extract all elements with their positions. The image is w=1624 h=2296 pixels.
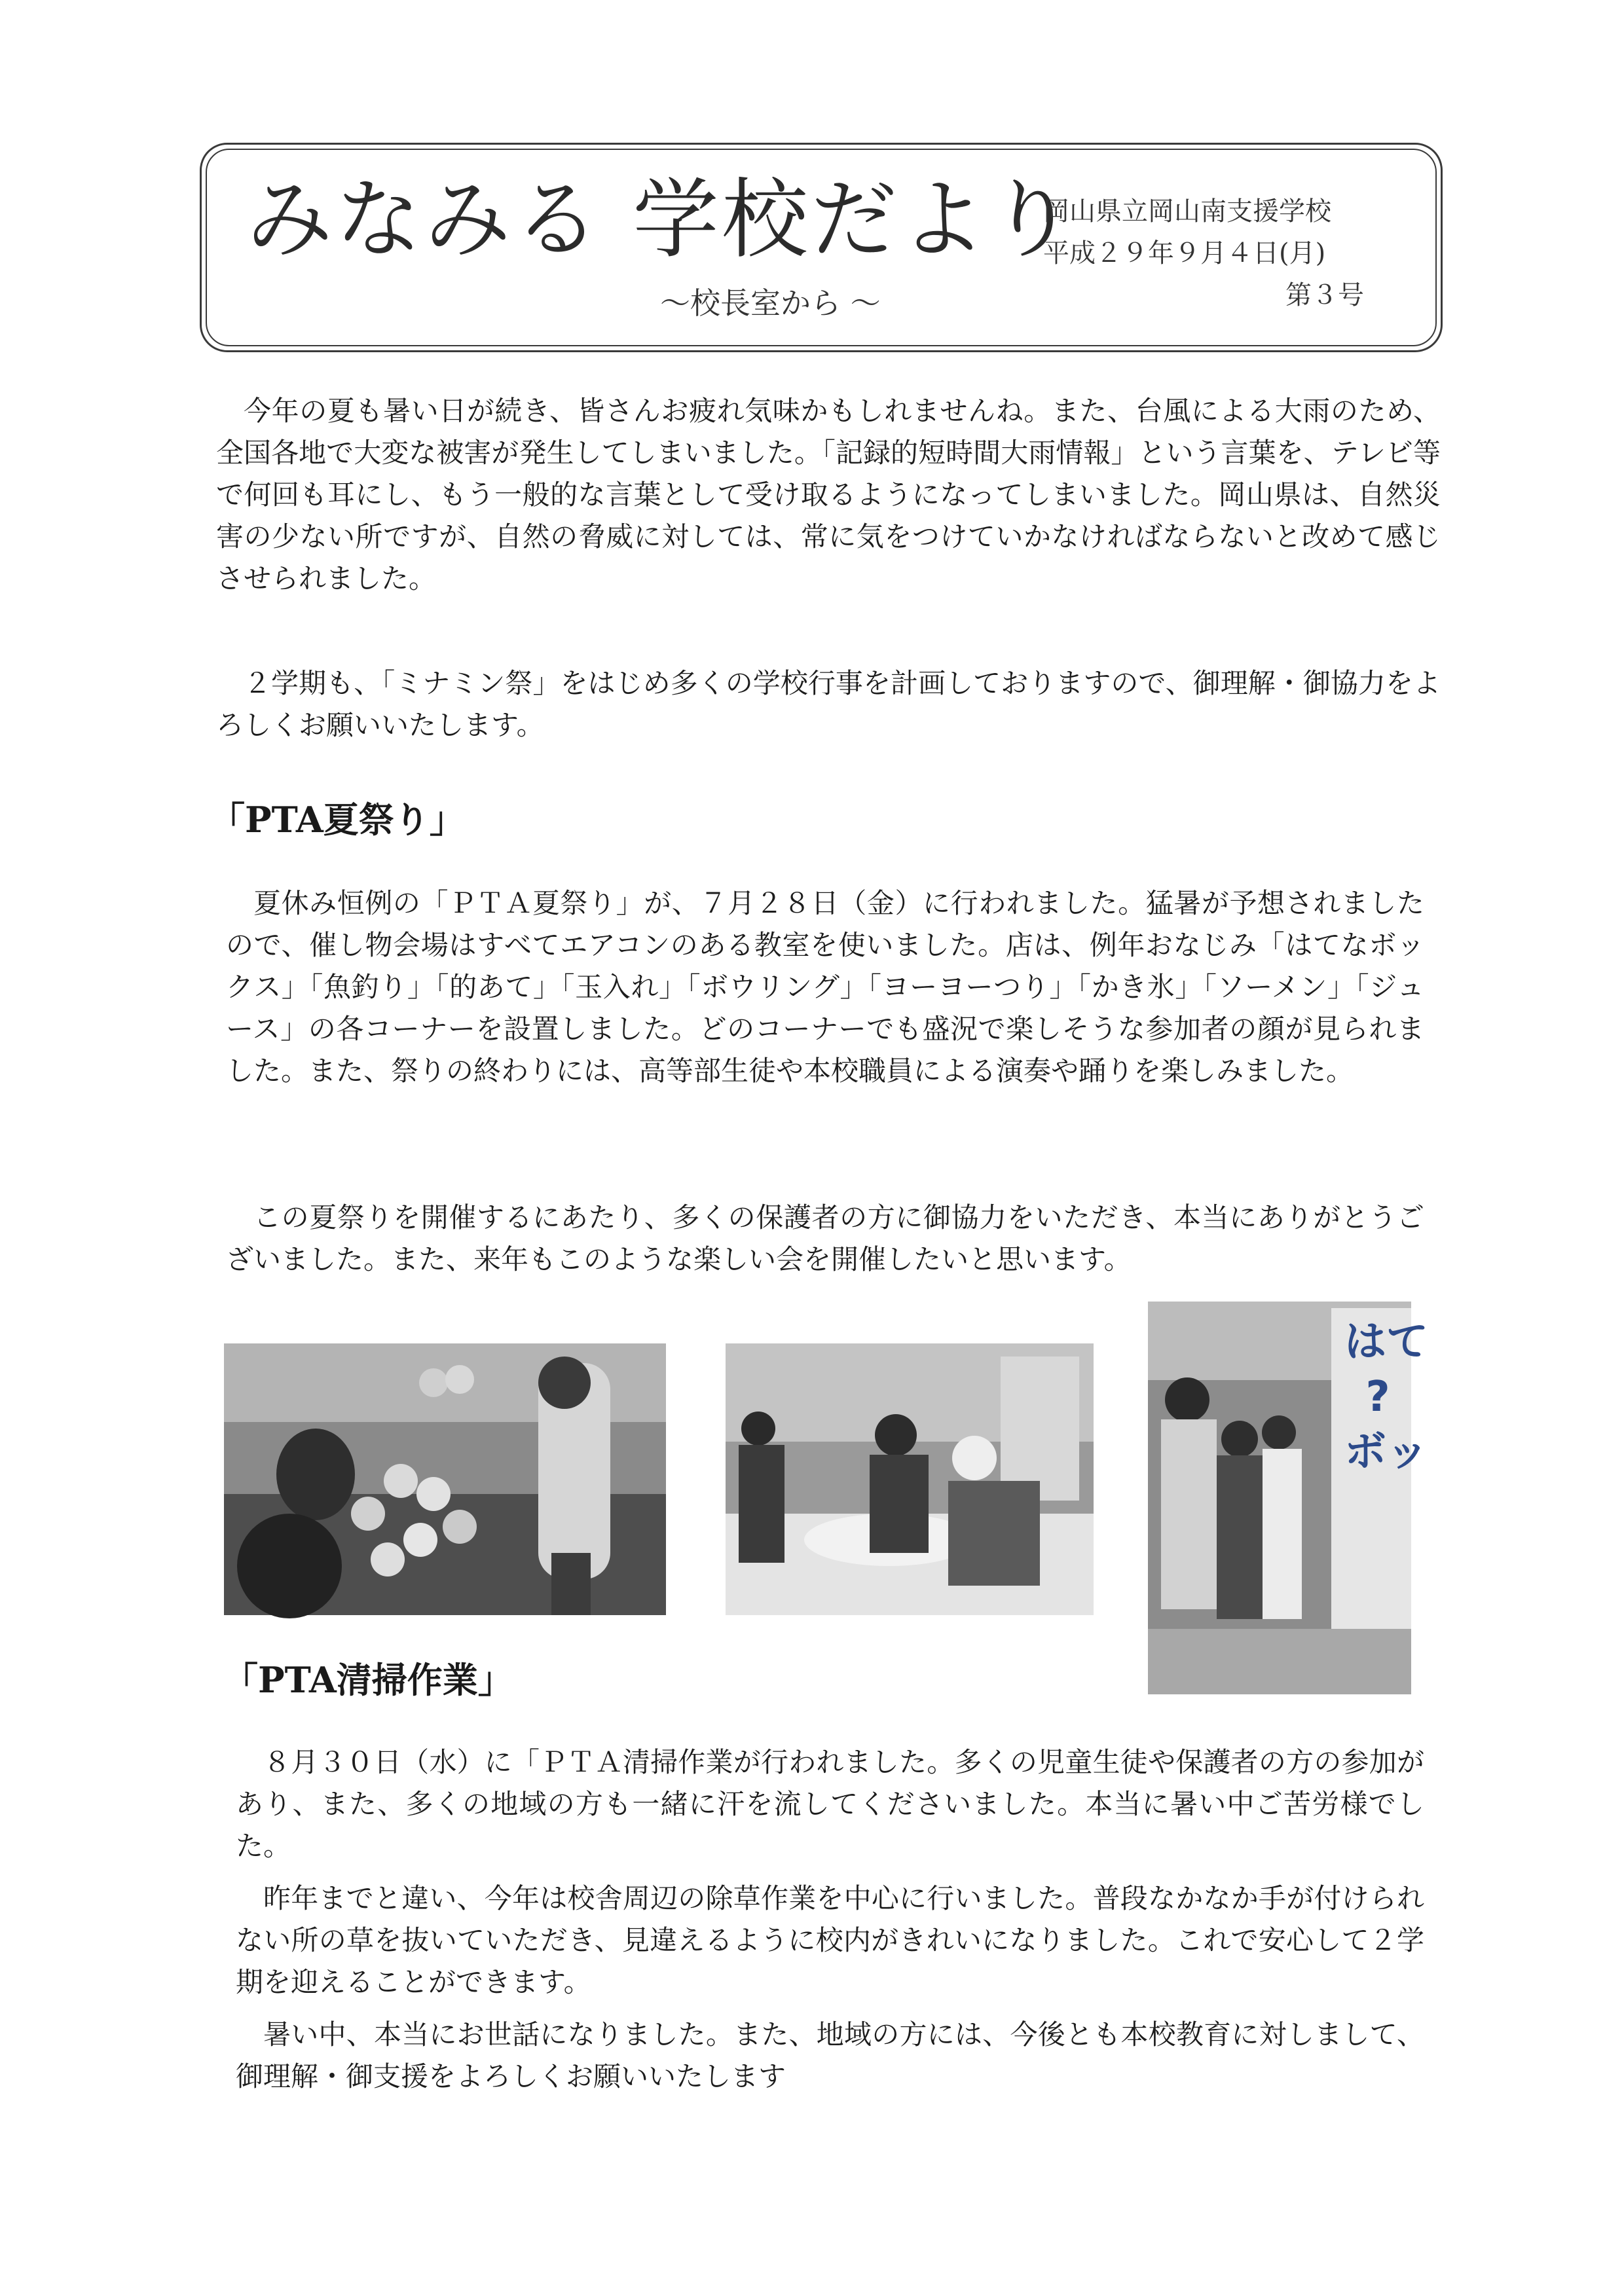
cleanup-paragraph-1: ８月３０日（水）に「ＰＴＡ清掃作業が行われました。多くの児童生徒や保護者の方の参加があり、また、多くの地域の方も一緒に汗を流してくださいました。本当に暑い中ご苦労様でした。 xyxy=(236,1746,1424,1862)
cleanup-paragraph-2: 昨年までと違い、今年は校舎周辺の除草作業を中心に行いました。普段なかなか手が付けられない所の草を抜いていただき、見違えるように校内がきれいになりました。これで安心して２学期を迎えることができます。 xyxy=(236,1882,1424,1998)
photo-sign-text: はて ? ボッ xyxy=(1344,1318,1428,1476)
photo-festival-mystery-box xyxy=(1148,1302,1428,1694)
intro-paragraph-1: 今年の夏も暑い日が続き、皆さんお疲れ気味かもしれませんね。また、台風による大雨のため、全国各地で大変な被害が発生してしまいました。「記録的短時間大雨情報」という言葉を、テレビ等で何回も耳にし、もう一般的な言葉として受け取るようになってしまいました。岡山県は、自然災害の少ない所ですが、自然の脅威に対しては、常に気をつけていかなければならないと改めて感じさせられました。 xyxy=(216,395,1441,594)
photo-festival-ball-game xyxy=(224,1343,666,1615)
issue-info xyxy=(1043,191,1423,316)
intro-paragraph-2: ２学期も、「ミナミン祭」をはじめ多くの学校行事を計画しておりますので、御理解・御協力をよろしくお願いいたします。 xyxy=(216,667,1441,741)
issue-date: 平成２９年９月４日(月) xyxy=(1043,238,1326,268)
cleanup-paragraph-3: 暑い中、本当にお世話になりました。また、地域の方には、今後とも本校教育に対しまして、御理解・御支援をよろしくお願いいたします xyxy=(236,2018,1424,2092)
school-name: 岡山県立岡山南支援学校 xyxy=(1043,196,1331,227)
section-heading-cleanup: 「PTA清掃作業」 xyxy=(223,1659,513,1701)
newsletter-title: みなみる 学校だより xyxy=(246,170,1078,270)
photo-festival-food-corner xyxy=(726,1343,1094,1615)
newsletter-subtitle: 〜校長室から 〜 xyxy=(660,285,881,321)
summer-festival-paragraph-1: 夏休み恒例の「ＰＴＡ夏祭り」が、７月２８日（金）に行われました。猛暑が予想されましたので、催し物会場はすべてエアコンのある教室を使いました。店は、例年おなじみ「はてなボックス」「魚釣り」「的あて」「玉入れ」「ボウリング」「ヨーヨーつり」「かき氷」「ソーメン」「ジュース」の各コーナーを設置しました。どのコーナーでも盛況で楽しそうな参加者の顔が見られました。また、祭りの終わりには、高等部生徒や本校職員による演奏や踊りを楽しみました。 xyxy=(226,887,1424,1087)
summer-festival-paragraph-2: この夏祭りを開催するにあたり、多くの保護者の方に御協力をいただき、本当にありがとうございました。また、来年もこのような楽しい会を開催したいと思います。 xyxy=(226,1201,1424,1275)
section-heading-summer-festival: 「PTA夏祭り」 xyxy=(210,799,465,841)
issue-number: 第３号 xyxy=(1285,280,1364,310)
masthead-box xyxy=(200,143,1443,352)
